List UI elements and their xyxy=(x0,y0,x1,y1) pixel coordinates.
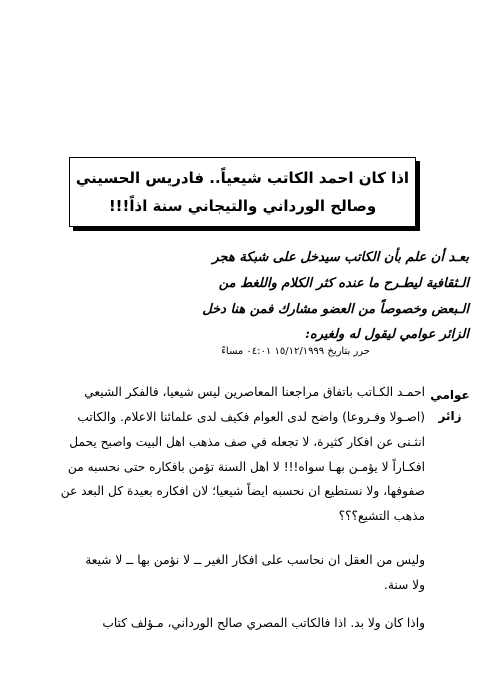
intro-line: الـبعض وخصوصاً من العضو مشارك فمن هنا دخل xyxy=(202,302,469,317)
post-author: عوامي xyxy=(430,388,470,402)
body-line: احمـد الكـاتب باتفاق مراجعنا المعاصرين ليس شيعيا، فالفكر الشيعي xyxy=(84,385,425,399)
intro-line: الزائر عوامي ليقول له ولغيره: xyxy=(305,327,469,342)
title-line-1: اذا كان احمد الكاتب شيعياً.. فادريس الحسيني xyxy=(75,169,410,187)
intro-line: الـثقافية ليطـرح ما عنده كثر الكلام واللغط من xyxy=(218,276,469,291)
body-line: افكـاراً لا يؤمـن بهـا سواه!!! لا اهل السنة تؤمن بافكاره حتى نحسبه من xyxy=(67,460,425,474)
body-line: مذهب التشيع؟؟؟ xyxy=(338,509,425,523)
body-line: صفوفها، ولا نستطيع ان نحسبه ايضاً شيعيا؛ لان افكاره بعيدة كل البعد عن xyxy=(60,484,425,498)
body-line: واذا كان ولا بد. اذا فالكاتب المصري صالح الورداني، مـؤلف كتاب xyxy=(102,616,425,630)
title-line-2: وصالح الورداني والتيجاني سنة اذاً!!! xyxy=(108,197,377,215)
intro-line: بعـد أن علم بأن الكاتب سيدخل على شبكة هجر xyxy=(212,250,469,265)
body-line: انثـنى عن افكار كثيرة، لا تجعله في صف مذهب اهل البيت واصبح يحمل xyxy=(69,435,425,449)
post-timestamp: حرر بتاريخ ١٥/١٢/١٩٩٩ ٠٤:٠١ مساءً xyxy=(221,346,370,357)
body-line: (اصـولا وفـروعا) واضح لدى العوام فكيف لدى علمائنا الاعلام. والكاتب xyxy=(77,410,425,424)
title-box xyxy=(69,157,416,227)
post-author-role: زائر xyxy=(438,409,462,423)
body-line: ولا سنة. xyxy=(383,578,425,592)
body-line: وليس من العقل ان نحاسب على افكار الغير ــ لا نؤمن بها ــ لا شيعة xyxy=(85,553,425,567)
